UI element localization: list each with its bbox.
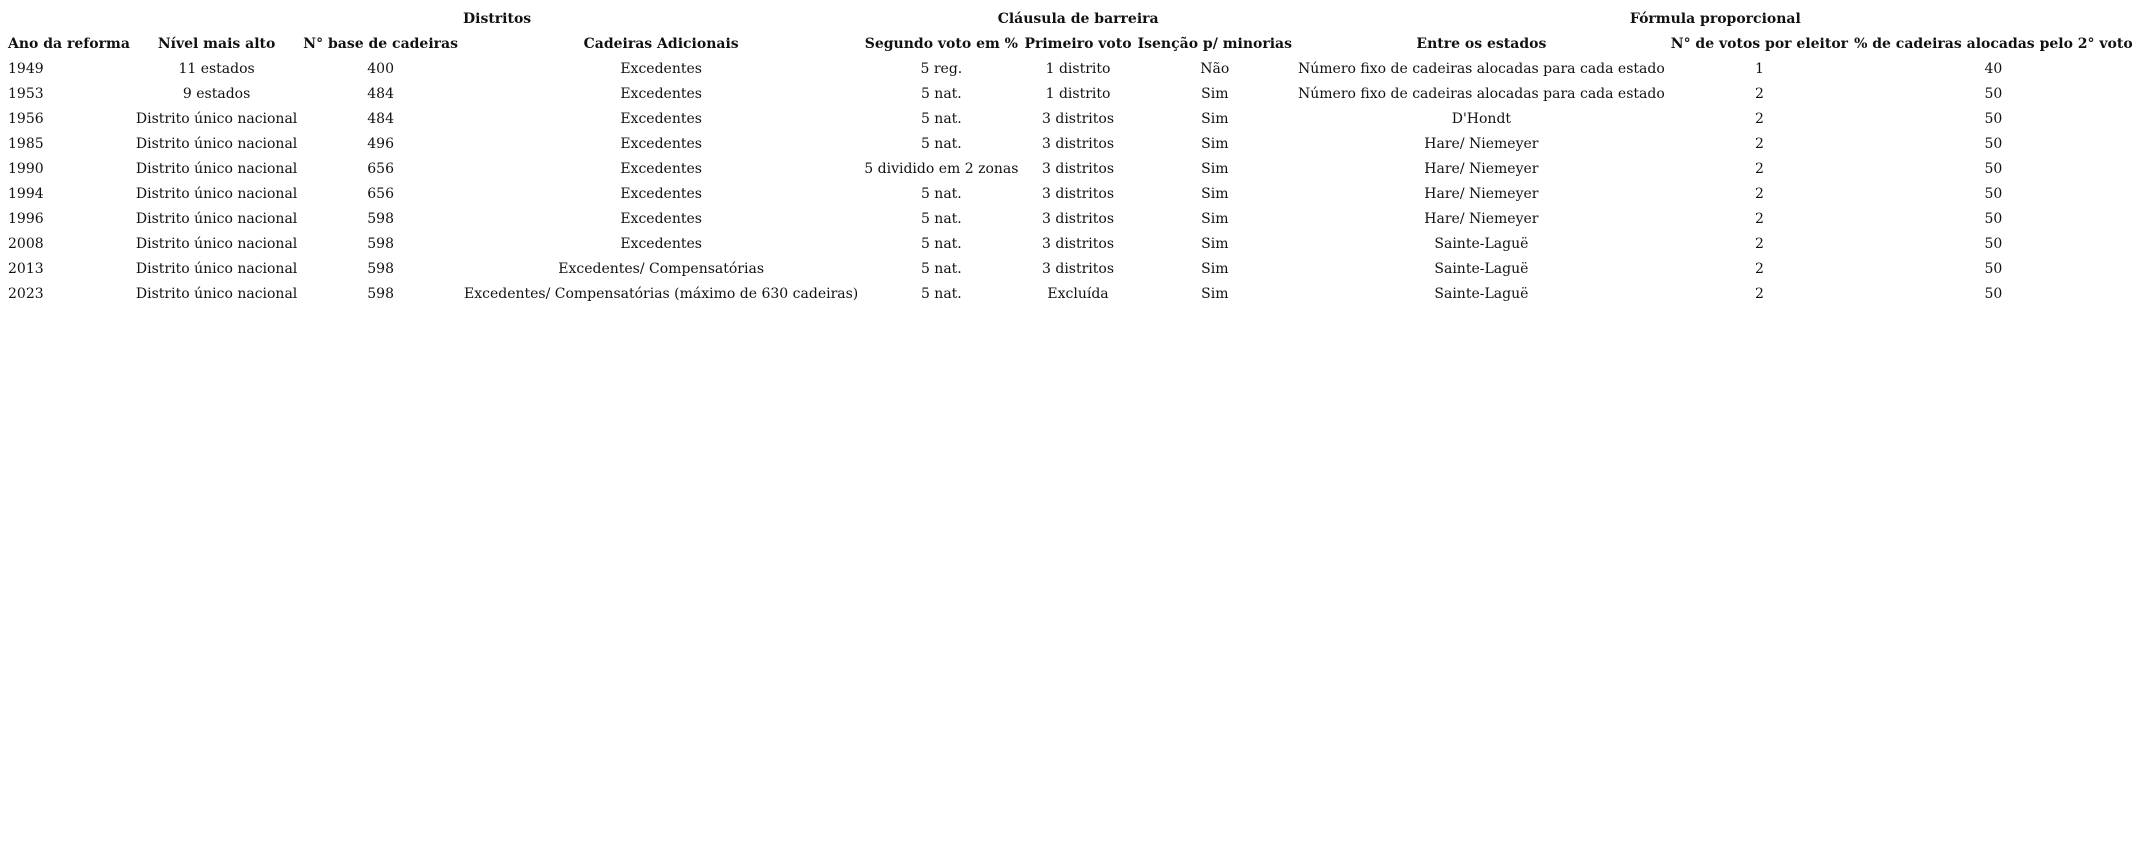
cell-cadeiras-segundo-voto: 50 [1984, 135, 2003, 152]
cell-cadeiras-adicionais: Excedentes [620, 110, 702, 127]
column-header-isencao-minorias: Isenção p/ minorias [1137, 35, 1292, 52]
cell-ano-da-reforma: 2013 [8, 260, 44, 277]
table-row [2, 231, 2136, 256]
cell-primeiro-voto: 3 distritos [1042, 185, 1115, 202]
cell-primeiro-voto: 3 distritos [1042, 235, 1115, 252]
cell-isencao-minorias: Sim [1201, 285, 1229, 302]
cell-primeiro-voto: 3 distritos [1042, 260, 1115, 277]
cell-cadeiras-adicionais: Excedentes [620, 210, 702, 227]
cell-entre-os-estados: Hare/ Niemeyer [1424, 210, 1539, 227]
cell-base-de-cadeiras: 496 [367, 135, 394, 152]
cell-nivel-mais-alto: Distrito único nacional [135, 210, 298, 227]
cell-ano-da-reforma: 1996 [8, 210, 44, 227]
cell-cadeiras-segundo-voto: 50 [1984, 285, 2003, 302]
cell-base-de-cadeiras: 656 [367, 160, 394, 177]
table-row [2, 206, 2136, 231]
cell-ano-da-reforma: 1956 [8, 110, 44, 127]
cell-votos-por-eleitor: 2 [1754, 185, 1764, 202]
cell-votos-por-eleitor: 2 [1754, 135, 1764, 152]
table-row [2, 131, 2136, 156]
cell-base-de-cadeiras: 484 [367, 110, 394, 127]
cell-ano-da-reforma: 1949 [8, 60, 44, 77]
cell-entre-os-estados: Sainte-Laguë [1434, 235, 1529, 252]
cell-nivel-mais-alto: Distrito único nacional [135, 185, 298, 202]
cell-cadeiras-segundo-voto: 50 [1984, 185, 2003, 202]
cell-base-de-cadeiras: 598 [367, 285, 394, 302]
table-body [2, 56, 2136, 306]
cell-nivel-mais-alto: 11 estados [178, 60, 255, 77]
table-row [2, 156, 2136, 181]
cell-votos-por-eleitor: 2 [1754, 285, 1764, 302]
cell-cadeiras-adicionais: Excedentes [620, 60, 702, 77]
cell-votos-por-eleitor: 1 [1754, 60, 1764, 77]
cell-primeiro-voto: 3 distritos [1042, 110, 1115, 127]
column-header-base-de-cadeiras: N° base de cadeiras [303, 35, 458, 52]
cell-cadeiras-segundo-voto: 50 [1984, 210, 2003, 227]
cell-entre-os-estados: D'Hondt [1451, 110, 1512, 127]
cell-nivel-mais-alto: Distrito único nacional [135, 110, 298, 127]
table-row [2, 81, 2136, 106]
cell-votos-por-eleitor: 2 [1754, 160, 1764, 177]
cell-nivel-mais-alto: Distrito único nacional [135, 235, 298, 252]
table-row [2, 281, 2136, 306]
column-header-nivel-mais-alto: Nível mais alto [157, 35, 276, 52]
cell-segundo-voto: 5 nat. [920, 185, 962, 202]
cell-isencao-minorias: Não [1200, 60, 1230, 77]
cell-entre-os-estados: Sainte-Laguë [1434, 260, 1529, 277]
cell-nivel-mais-alto: Distrito único nacional [135, 160, 298, 177]
cell-ano-da-reforma: 2023 [8, 285, 44, 302]
cell-isencao-minorias: Sim [1201, 110, 1229, 127]
cell-isencao-minorias: Sim [1201, 210, 1229, 227]
group-header-distritos: Distritos [462, 10, 532, 27]
cell-cadeiras-segundo-voto: 50 [1984, 160, 2003, 177]
cell-cadeiras-adicionais: Excedentes [620, 185, 702, 202]
cell-votos-por-eleitor: 2 [1754, 210, 1764, 227]
cell-isencao-minorias: Sim [1201, 160, 1229, 177]
cell-cadeiras-adicionais: Excedentes [620, 235, 702, 252]
cell-entre-os-estados: Hare/ Niemeyer [1424, 160, 1539, 177]
cell-segundo-voto: 5 nat. [920, 235, 962, 252]
cell-nivel-mais-alto: Distrito único nacional [135, 135, 298, 152]
cell-cadeiras-adicionais: Excedentes [620, 160, 702, 177]
group-header-spacer [2, 6, 133, 31]
table-row [2, 256, 2136, 281]
cell-segundo-voto: 5 reg. [920, 60, 963, 77]
cell-entre-os-estados: Hare/ Niemeyer [1424, 135, 1539, 152]
column-header-primeiro-voto: Primeiro voto [1024, 35, 1132, 52]
cell-cadeiras-segundo-voto: 40 [1984, 60, 2003, 77]
cell-votos-por-eleitor: 2 [1754, 85, 1764, 102]
cell-segundo-voto: 5 nat. [920, 260, 962, 277]
cell-segundo-voto: 5 nat. [920, 135, 962, 152]
cell-isencao-minorias: Sim [1201, 85, 1229, 102]
column-header-segundo-voto: Segundo voto em % [864, 35, 1018, 52]
group-header-formula-proporcional: Fórmula proporcional [1629, 10, 1801, 27]
cell-base-de-cadeiras: 656 [367, 185, 394, 202]
cell-cadeiras-adicionais: Excedentes/ Compensatórias [558, 260, 764, 277]
cell-primeiro-voto: 1 distrito [1045, 60, 1111, 77]
cell-primeiro-voto: 3 distritos [1042, 135, 1115, 152]
cell-cadeiras-adicionais: Excedentes [620, 85, 702, 102]
cell-primeiro-voto: 3 distritos [1042, 210, 1115, 227]
cell-nivel-mais-alto: Distrito único nacional [135, 260, 298, 277]
column-header-entre-os-estados: Entre os estados [1416, 35, 1547, 52]
group-header-row [2, 6, 2136, 31]
electoral-reform-table [2, 6, 2136, 306]
cell-cadeiras-segundo-voto: 50 [1984, 110, 2003, 127]
column-header-row [2, 31, 2136, 56]
cell-base-de-cadeiras: 484 [367, 85, 394, 102]
cell-votos-por-eleitor: 2 [1754, 260, 1764, 277]
table-row [2, 106, 2136, 131]
cell-entre-os-estados: Número fixo de cadeiras alocadas para cada estado [1298, 60, 1665, 77]
cell-ano-da-reforma: 1994 [8, 185, 44, 202]
cell-entre-os-estados: Hare/ Niemeyer [1424, 185, 1539, 202]
cell-cadeiras-segundo-voto: 50 [1984, 235, 2003, 252]
cell-cadeiras-segundo-voto: 50 [1984, 85, 2003, 102]
cell-nivel-mais-alto: 9 estados [182, 85, 251, 102]
cell-base-de-cadeiras: 598 [367, 210, 394, 227]
column-header-cadeiras-adicionais: Cadeiras Adicionais [583, 35, 739, 52]
cell-cadeiras-adicionais: Excedentes [620, 135, 702, 152]
cell-base-de-cadeiras: 400 [367, 60, 394, 77]
cell-cadeiras-segundo-voto: 50 [1984, 260, 2003, 277]
cell-segundo-voto: 5 nat. [920, 110, 962, 127]
table-row [2, 181, 2136, 206]
cell-isencao-minorias: Sim [1201, 260, 1229, 277]
cell-base-de-cadeiras: 598 [367, 260, 394, 277]
group-header-clausula-de-barreira: Cláusula de barreira [997, 10, 1159, 27]
column-header-votos-por-eleitor: N° de votos por eleitor [1670, 35, 1849, 52]
cell-entre-os-estados: Sainte-Laguë [1434, 285, 1529, 302]
table-row [2, 56, 2136, 81]
cell-isencao-minorias: Sim [1201, 135, 1229, 152]
cell-votos-por-eleitor: 2 [1754, 235, 1764, 252]
cell-isencao-minorias: Sim [1201, 185, 1229, 202]
column-header-ano-da-reforma: Ano da reforma [8, 35, 130, 52]
cell-segundo-voto: 5 nat. [920, 285, 962, 302]
cell-primeiro-voto: 1 distrito [1045, 85, 1111, 102]
cell-votos-por-eleitor: 2 [1754, 110, 1764, 127]
cell-ano-da-reforma: 1953 [8, 85, 44, 102]
cell-ano-da-reforma: 2008 [8, 235, 44, 252]
cell-segundo-voto: 5 nat. [920, 85, 962, 102]
cell-segundo-voto: 5 dividido em 2 zonas [864, 160, 1019, 177]
cell-entre-os-estados: Número fixo de cadeiras alocadas para cada estado [1298, 85, 1665, 102]
cell-ano-da-reforma: 1990 [8, 160, 44, 177]
cell-primeiro-voto: Excluída [1047, 285, 1109, 302]
column-header-cadeiras-segundo-voto: % de cadeiras alocadas pelo 2° voto [1854, 35, 2133, 52]
cell-primeiro-voto: 3 distritos [1042, 160, 1115, 177]
cell-base-de-cadeiras: 598 [367, 235, 394, 252]
cell-segundo-voto: 5 nat. [920, 210, 962, 227]
cell-isencao-minorias: Sim [1201, 235, 1229, 252]
cell-cadeiras-adicionais: Excedentes/ Compensatórias (máximo de 630 cadeiras) [464, 285, 859, 302]
cell-nivel-mais-alto: Distrito único nacional [135, 285, 298, 302]
cell-ano-da-reforma: 1985 [8, 135, 44, 152]
